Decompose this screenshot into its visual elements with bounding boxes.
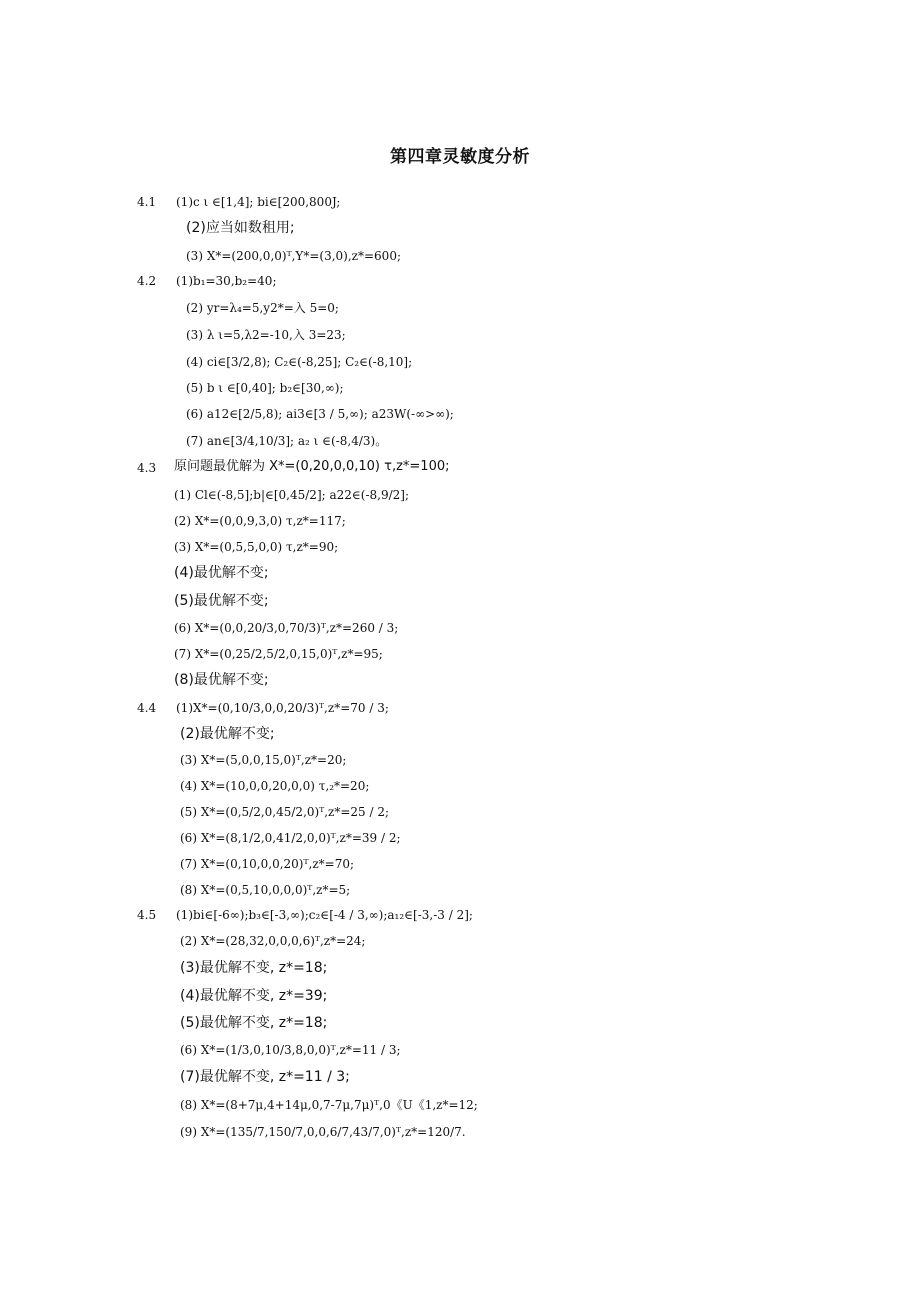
answer-line: (6) X*=(0,0,20/3,0,70/3)ᵀ,z*=260 / 3;: [174, 621, 399, 635]
answer-line: (7) an∈[3/4,10/3]; a₂ ι ∈(-8,4/3)。: [186, 434, 388, 448]
answer-line: (2)应当如数租用;: [186, 220, 295, 236]
section-number: 4.5: [137, 908, 157, 922]
answer-line: (1) Cl∈(-8,5];b|∈[0,45/2]; a22∈(-8,9/2];: [174, 488, 410, 502]
answer-line: (8) X*=(0,5,10,0,0,0)ᵀ,z*=5;: [180, 883, 351, 897]
answer-line: (2) X*=(0,0,9,3,0) τ,z*=117;: [174, 514, 346, 528]
answer-line: (4) ci∈[3/2,8); C₂∈(-8,25]; C₂∈(-8,10];: [186, 355, 413, 369]
section-number: 4.3: [137, 461, 157, 475]
answer-line: (6) X*=(1/3,0,10/3,8,0,0)ᵀ,z*=11 / 3;: [180, 1043, 401, 1057]
answer-line: (3) λ ι=5,λ2=-10,入 3=23;: [186, 328, 346, 342]
section-number: 4.2: [137, 274, 157, 288]
answer-line: (2)最优解不变;: [180, 726, 275, 742]
section-number: 4.4: [137, 701, 157, 715]
answer-line: (7)最优解不变, z*=11 / 3;: [180, 1069, 350, 1085]
answer-line: (2) yr=λ₄=5,y2*=入 5=0;: [186, 301, 339, 315]
answer-line: (6) a12∈[2/5,8); ai3∈[3 / 5,∞); a23W(-∞>∞);: [186, 407, 454, 421]
answer-line: (4)最优解不变;: [174, 565, 269, 581]
answer-line: (7) X*=(0,25/2,5/2,0,15,0)ᵀ,z*=95;: [174, 647, 383, 661]
answer-line: (5)最优解不变, z*=18;: [180, 1015, 328, 1031]
answer-line: (1)bi∈[-6∞);b₃∈[-3,∞);c₂∈[-4 / 3,∞);a₁₂∈[-3,-3 / 2];: [176, 908, 473, 922]
answer-line: (4)最优解不变, z*=39;: [180, 988, 328, 1004]
answer-line: (9) X*=(135/7,150/7,0,0,6/7,43/7,0)ᵀ,z*=120/7.: [180, 1125, 466, 1139]
page-title: 第四章灵敏度分析: [390, 147, 530, 167]
section-number: 4.1: [137, 195, 157, 209]
answer-line: (3) X*=(200,0,0)ᵀ,Y*=(3,0),z*=600;: [186, 249, 401, 263]
answer-line: (5) X*=(0,5/2,0,45/2,0)ᵀ,z*=25 / 2;: [180, 805, 390, 819]
answer-line: (3)最优解不变, z*=18;: [180, 960, 328, 976]
answer-line: (1)b₁=30,b₂=40;: [176, 274, 277, 288]
answer-line: (6) X*=(8,1/2,0,41/2,0,0)ᵀ,z*=39 / 2;: [180, 831, 401, 845]
answer-line: (4) X*=(10,0,0,20,0,0) τ,₂*=20;: [180, 779, 370, 793]
answer-line: (1)X*=(0,10/3,0,0,20/3)ᵀ,z*=70 / 3;: [176, 701, 389, 715]
answer-line: (8)最优解不变;: [174, 672, 269, 688]
answer-line: (7) X*=(0,10,0,0,20)ᵀ,z*=70;: [180, 857, 355, 871]
answer-line: 原问题最优解为 X*=(0,20,0,0,10) τ,z*=100;: [174, 459, 450, 474]
answer-line: (5) b ι ∈[0,40]; b₂∈[30,∞);: [186, 381, 344, 395]
answer-line: (5)最优解不变;: [174, 593, 269, 609]
answer-line: (3) X*=(5,0,0,15,0)ᵀ,z*=20;: [180, 753, 347, 767]
answer-line: (8) X*=(8+7μ,4+14μ,0,7-7μ,7μ)ᵀ,0《U《1,z*=12;: [180, 1098, 478, 1112]
answer-line: (1)c ι ∈[1,4]; bi∈[200,800J;: [176, 195, 341, 209]
answer-line: (2) X*=(28,32,0,0,0,6)ᵀ,z*=24;: [180, 934, 366, 948]
answer-line: (3) X*=(0,5,5,0,0) τ,z*=90;: [174, 540, 339, 554]
